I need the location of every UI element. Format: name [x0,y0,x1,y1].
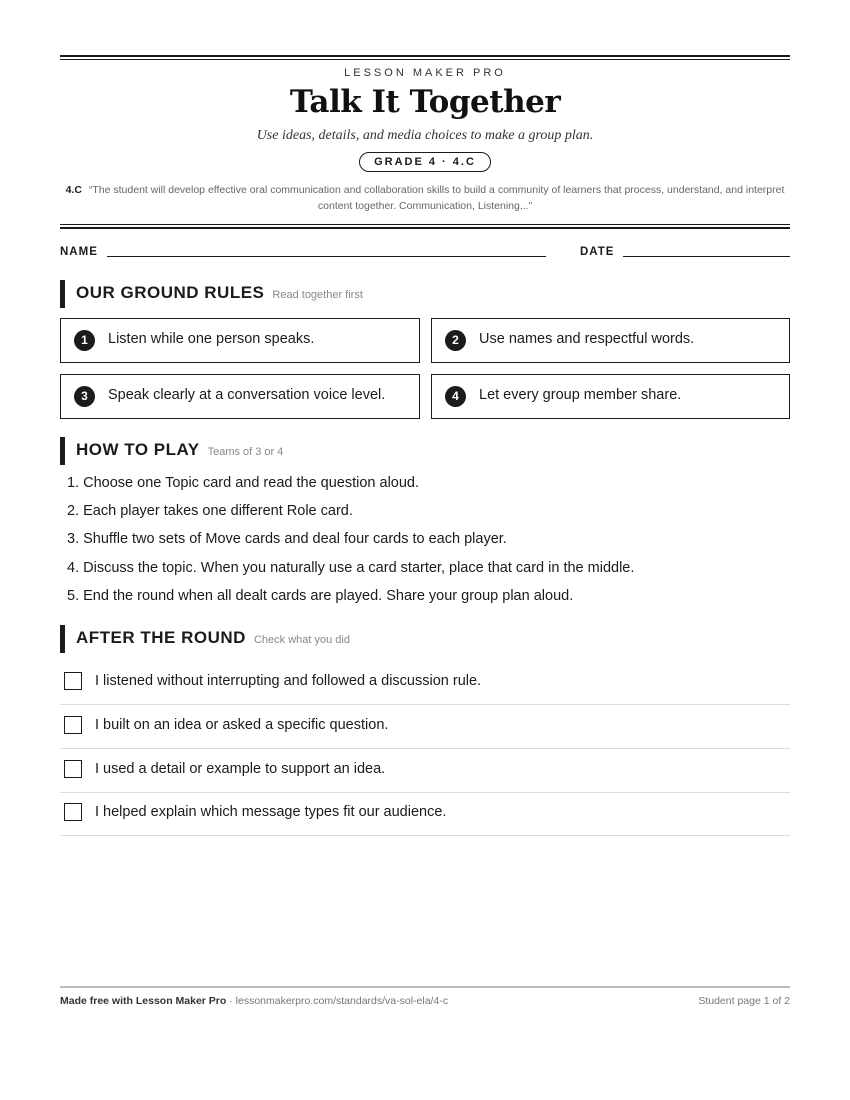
rule-number-badge: 2 [445,330,466,351]
instruction-step: 2. Each player takes one different Role card. [67,503,353,520]
standard-code: 4.C [65,184,82,196]
page-title: Talk It Together [289,84,561,120]
instruction-step: 4. Discuss the topic. When you naturally use a card starter, place that card in the middle. [67,559,635,576]
rule-number-badge: 3 [74,386,95,407]
rule-text: Listen while one person speaks. [108,331,315,347]
checklist-item-label: I listened without interrupting and followed a discussion rule. [95,673,482,689]
section-marker [60,280,65,308]
grade-badge: GRADE 4 · 4.C [359,152,491,172]
section-note: Read together first [272,289,363,301]
rule-number-badge: 1 [74,330,95,351]
checkbox[interactable] [64,672,82,690]
date-label: DATE [580,246,615,258]
ground-rule-card [431,374,790,419]
instruction-step: 3. Shuffle two sets of Move cards and deal four cards to each player. [67,531,507,548]
section-note: Teams of 3 or 4 [207,446,284,458]
checkbox[interactable] [64,760,82,778]
ground-rule-card [60,374,420,419]
rule-text: Speak clearly at a conversation voice level. [108,387,386,403]
footer [60,995,790,1007]
standard-text: “The student will develop effective oral communication and collaboration skills to build a community of learners that process, understand, and interpret content together. Communication, Listening...” [88,184,785,212]
section-note: Check what you did [253,634,350,646]
footer-rule [60,986,790,988]
section-marker [60,437,65,465]
grade-badge-wrap [60,152,790,172]
section-title: OUR GROUND RULES [76,283,265,302]
checklist-item [60,749,790,793]
checklist-item [60,792,790,836]
instruction-step: 1. Choose one Topic card and read the question aloud. [67,475,420,491]
instruction-step: 5. End the round when all dealt cards are played. Share your group plan aloud. [67,587,574,604]
footer-page-number: Student page 1 of 2 [698,995,790,1007]
rule-text: Use names and respectful words. [479,331,695,347]
how-to-play-heading [60,437,790,465]
rule-number-badge: 4 [445,386,466,407]
checklist-item-label: I used a detail or example to support an idea. [95,761,386,777]
checklist-item-label: I helped explain which message types fit our audience. [95,804,447,820]
footer-credit: Made free with Lesson Maker Pro [60,995,227,1007]
section-title: HOW TO PLAY [76,440,200,459]
header-bottom-rule-thin [60,224,790,225]
section-marker [60,625,65,653]
checkbox[interactable] [64,803,82,821]
instruction-steps [67,474,787,615]
header-bottom-rule-thick [60,227,790,229]
ground-rule-card [431,318,790,363]
name-label: NAME [60,246,98,258]
rule-text: Let every group member share. [479,387,682,403]
checklist-item [60,661,790,705]
section-title: AFTER THE ROUND [76,628,246,647]
brand-label: LESSON MAKER PRO [344,67,506,79]
header-top-rule-thin [60,59,790,60]
after-round-heading [60,625,790,653]
standard-statement [60,182,790,214]
ground-rule-card [60,318,420,363]
page-subtitle: Use ideas, details, and media choices to make a group plan. [256,128,594,143]
worksheet-page [60,0,790,1100]
name-field[interactable] [107,256,546,257]
ground-rules-heading [60,280,790,308]
header-top-rule-thick [60,55,790,57]
date-field[interactable] [623,256,790,257]
checkbox[interactable] [64,716,82,734]
checklist-item-label: I built on an idea or asked a specific question. [95,717,389,733]
footer-url[interactable]: · lessonmakerpro.com/standards/va-sol-ela/4-c [226,995,449,1007]
checklist-item [60,705,790,749]
